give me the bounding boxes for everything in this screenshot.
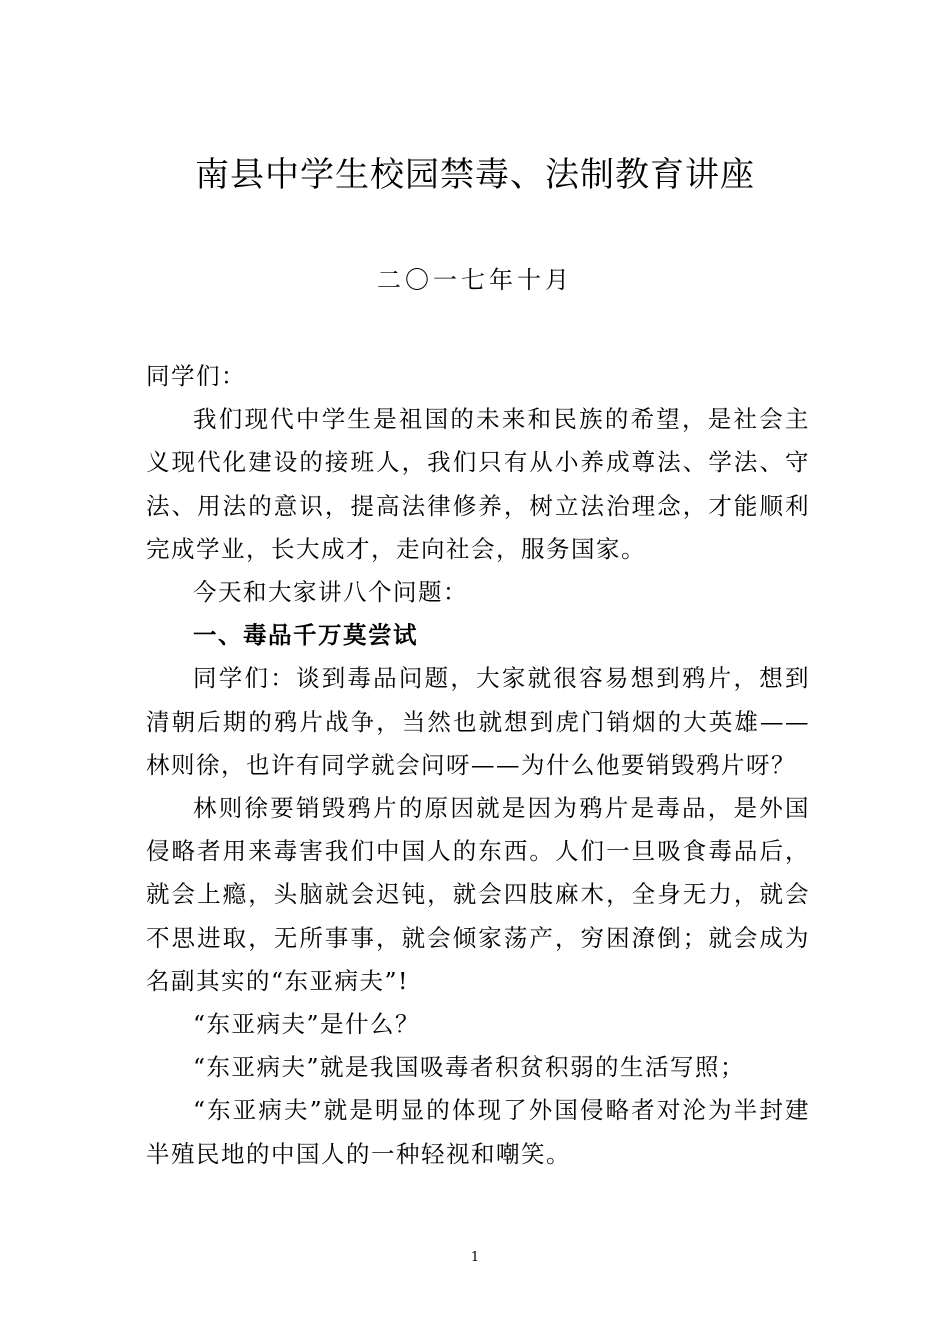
document-title: 南县中学生校园禁毒、法制教育讲座 bbox=[195, 155, 755, 195]
document-body bbox=[146, 355, 810, 1176]
section-heading: 一、毒品千万莫尝试 bbox=[193, 621, 418, 650]
topics-intro-paragraph: 今天和大家讲八个问题： bbox=[193, 578, 468, 607]
section-paragraph: “东亚病夫”是什么？ bbox=[193, 1010, 421, 1039]
intro-paragraph: 我们现代中学生是祖国的未来和民族的希望，是社会主义现代化建设的接班人，我们只有从小养成尊法、学法、守法、用法的意识，提高法律修养，树立法治理念，才能顺利完成学业，长大成才，走向社会，服务国家。 bbox=[146, 405, 810, 563]
section-paragraph: 同学们：谈到毒品问题，大家就很容易想到鸦片，想到清朝后期的鸦片战争，当然也就想到虎门销烟的大英雄——林则徐，也许有同学就会问呀——为什么他要销毁鸦片呀？ bbox=[146, 664, 810, 779]
section-paragraph: “东亚病夫”就是明显的体现了外国侵略者对沦为半封建半殖民地的中国人的一种轻视和嘲笑。 bbox=[146, 1096, 810, 1168]
section-paragraph: “东亚病夫”就是我国吸毒者积贫积弱的生活写照； bbox=[193, 1053, 746, 1082]
page-number: 1 bbox=[470, 1250, 480, 1265]
section-paragraph: 林则徐要销毁鸦片的原因就是因为鸦片是毒品，是外国侵略者用来毒害我们中国人的东西。人们一旦吸食毒品后，就会上瘾，头脑就会迟钝，就会四肢麻木，全身无力，就会不思进取，无所事事，就会倾家荡产，穷困潦倒；就会成为名副其实的“东亚病夫”! bbox=[146, 794, 810, 995]
document-date: 二〇一七年十月 bbox=[377, 266, 573, 294]
greeting: 同学们： bbox=[146, 362, 246, 390]
